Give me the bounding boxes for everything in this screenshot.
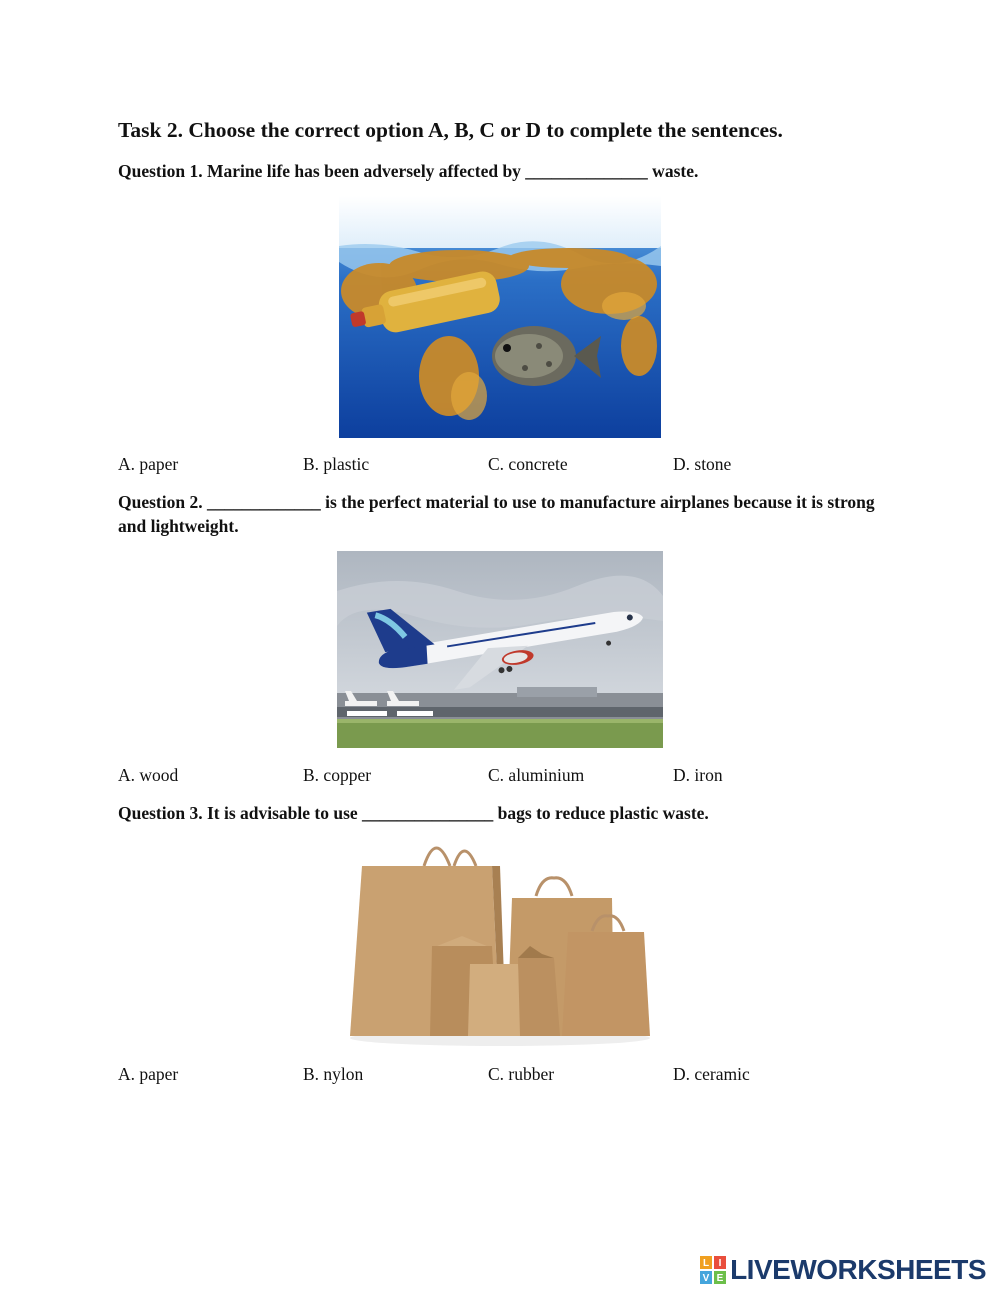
question-3-option-b[interactable]: B. nylon [303,1064,364,1084]
question-3-image [342,836,658,1048]
logo-tile-letter-3: V [702,1273,710,1284]
question-2-option-c[interactable]: C. aluminium [488,765,585,785]
liveworksheets-logo-text: LIVEWORKSHEETS [730,1254,986,1285]
question-3-option-d[interactable]: D. ceramic [673,1064,750,1084]
logo-tile-letter-2: I [718,1258,722,1269]
question-1-options [118,454,878,478]
question-1-option-c[interactable]: C. concrete [488,454,568,474]
logo-tile-letter-1: L [703,1258,710,1269]
question-2-text: Question 2. _____________ is the perfect material to use to manufacture airplanes because it is strong and lightweight. [118,492,875,536]
question-3-option-c[interactable]: C. rubber [488,1064,555,1084]
question-2-options [118,765,878,789]
task-title: Task 2. Choose the correct option A, B, C or D to complete the sentences. [118,118,783,142]
question-1-option-b[interactable]: B. plastic [303,454,370,474]
logo-tile-letter-4: E [716,1273,724,1284]
question-3-text: Question 3. It is advisable to use _______________ bags to reduce plastic waste. [118,803,709,823]
question-1-option-d[interactable]: D. stone [673,454,732,474]
question-2-option-b[interactable]: B. copper [303,765,372,785]
question-3-option-a[interactable]: A. paper [118,1064,179,1084]
question-3-options [118,1064,878,1088]
question-1-option-a[interactable]: A. paper [118,454,179,474]
question-2-option-d[interactable]: D. iron [673,765,723,785]
question-1-image [339,196,661,438]
question-2-option-a[interactable]: A. wood [118,765,179,785]
question-1-text: Question 1. Marine life has been adversely affected by ______________ waste. [118,161,699,181]
liveworksheets-logo[interactable] [700,1254,986,1286]
question-2-image [337,551,663,748]
liveworksheets-logo-icon [700,1256,726,1284]
